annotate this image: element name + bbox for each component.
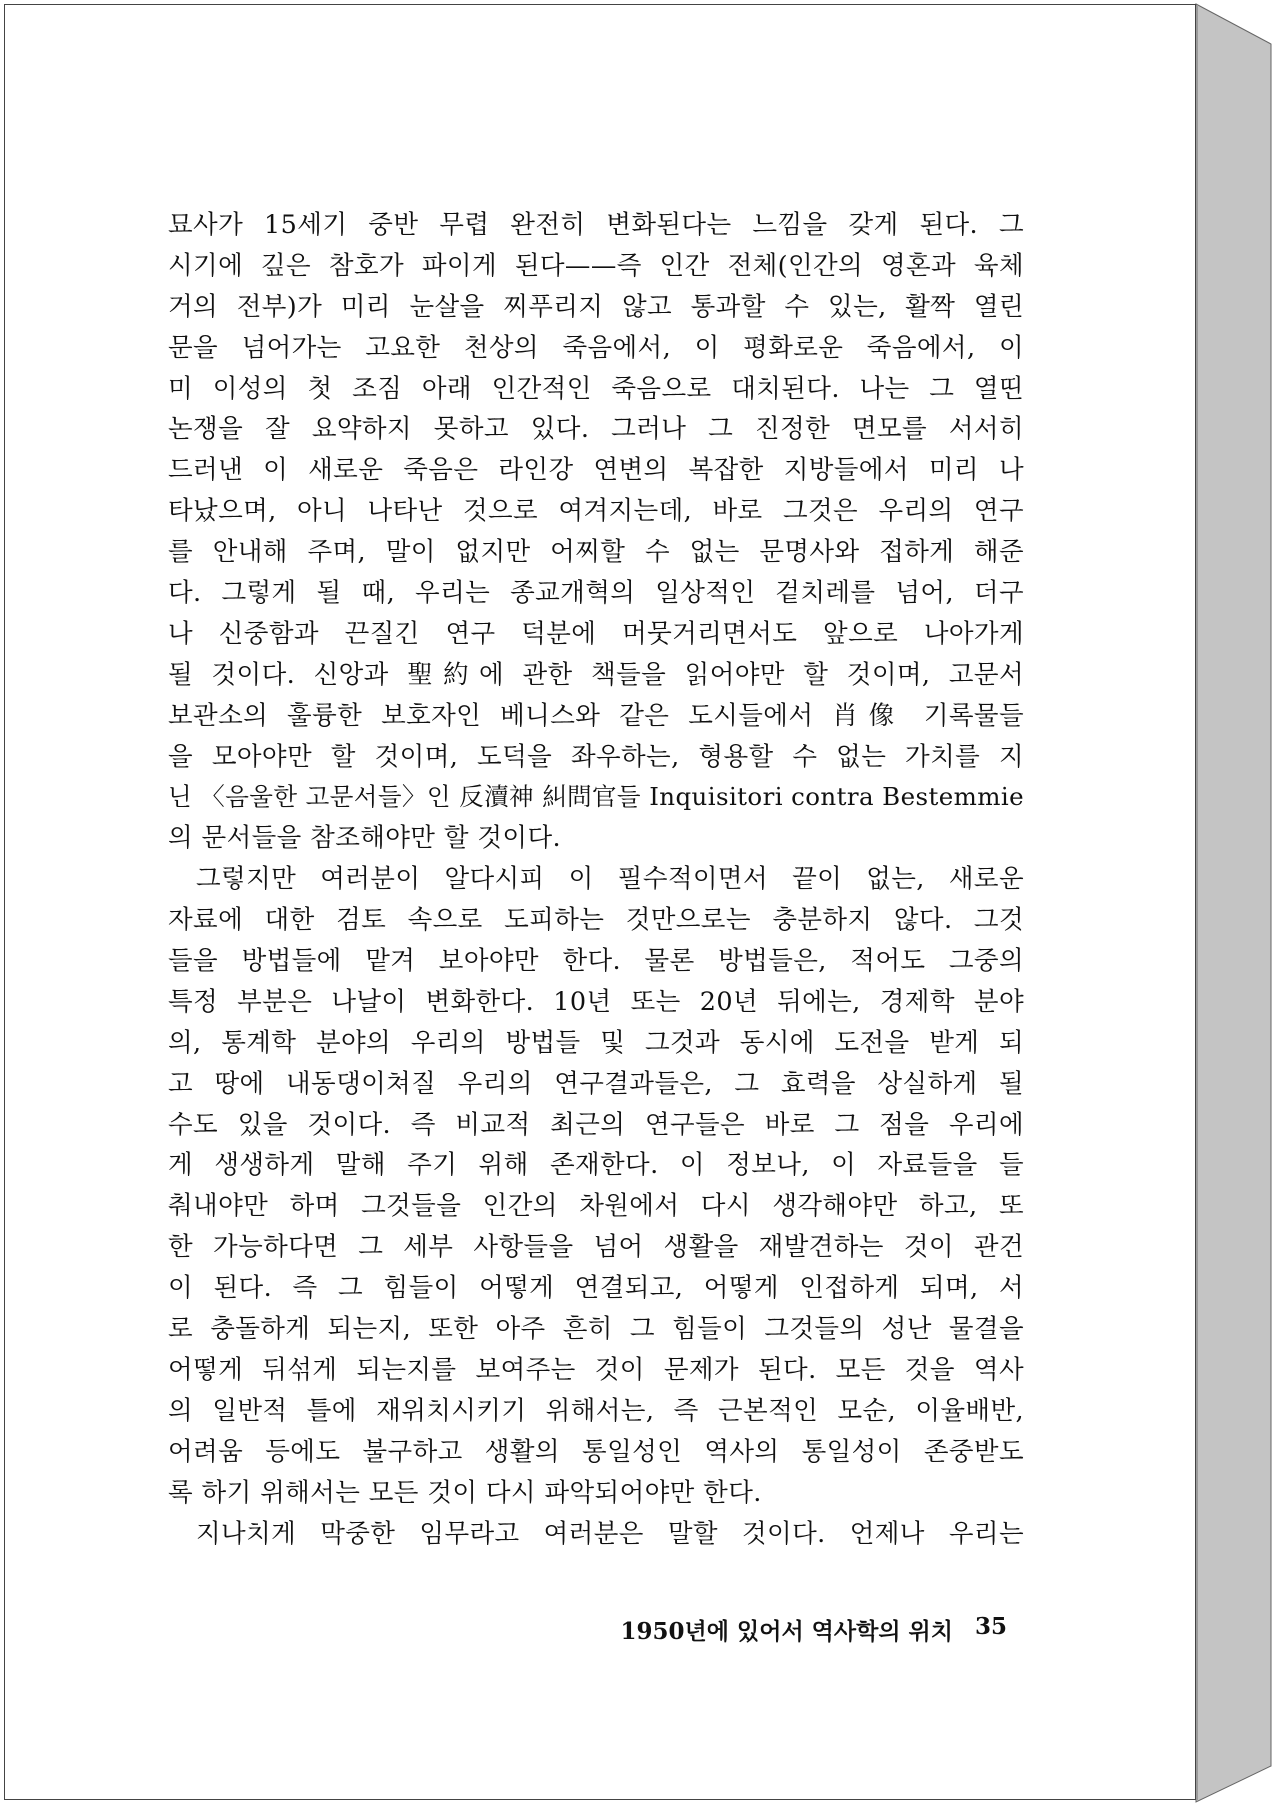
footer-title: 1950년에 있어서 역사학의 위치 <box>620 1618 953 1645</box>
text-line: 보관소의 훌륭한 보호자인 베니스와 같은 도시들에서 肖像 기록물들 <box>168 700 1024 731</box>
text-line: 어떻게 뒤섞게 되는지를 보여주는 것이 문제가 된다. 모든 것을 역사 <box>168 1354 1024 1385</box>
text-line: 묘사가 15세기 중반 무렵 완전히 변화된다는 느낌을 갖게 된다. 그 <box>168 210 1024 240</box>
text-line: 문을 넘어가는 고요한 천상의 죽음에서, 이 평화로운 죽음에서, 이 <box>168 332 1024 363</box>
text-line: 의 일반적 틀에 재위치시키기 위해서는, 즉 근본적인 모순, 이율배반, <box>168 1395 1024 1426</box>
text-line: 다. 그렇게 될 때, 우리는 종교개혁의 일상적인 겉치레를 넘어, 더구 <box>168 578 1024 609</box>
text-line: 닌 〈음울한 고문서들〉인 反瀆神 糾問官들 Inquisitori contra Bestemmie <box>168 782 1024 812</box>
text-line: 의 문서들을 참조해야만 할 것이다. <box>168 823 561 854</box>
text-line: 타났으며, 아니 나타난 것으로 여겨지는데, 바로 그것은 우리의 연구 <box>168 496 1024 527</box>
paragraph-start-line: 지나치게 막중한 임무라고 여러분은 말할 것이다. 언제나 우리는 <box>196 1518 1024 1549</box>
text-line: 고 땅에 내동댕이쳐질 우리의 연구결과들은, 그 효력을 상실하게 될 <box>168 1068 1024 1099</box>
text-line: 한 가능하다면 그 세부 사항들을 넘어 생활을 재발견하는 것이 관건 <box>168 1232 1024 1263</box>
text-line: 나 신중함과 끈질긴 연구 덕분에 머뭇거리면서도 앞으로 나아가게 <box>168 618 1024 649</box>
text-line: 미 이성의 첫 조짐 아래 인간적인 죽음으로 대치된다. 나는 그 열띤 <box>168 373 1024 404</box>
text-line: 춰내야만 하며 그것들을 인간의 차원에서 다시 생각해야만 하고, 또 <box>168 1191 1024 1222</box>
paragraph-start-line: 그렇지만 여러분이 알다시피 이 필수적이면서 끝이 없는, 새로운 <box>196 864 1024 895</box>
book-side-face <box>1196 4 1271 1802</box>
text-line: 들을 방법들에 맡겨 보아야만 한다. 물론 방법들은, 적어도 그중의 <box>168 946 1024 977</box>
text-line: 게 생생하게 말해 주기 위해 존재한다. 이 정보나, 이 자료들을 들 <box>168 1150 1024 1181</box>
text-line: 시기에 깊은 참호가 파이게 된다——즉 인간 전체(인간의 영혼과 육체 <box>168 250 1024 281</box>
text-line: 자료에 대한 검토 속으로 도피하는 것만으로는 충분하지 않다. 그것 <box>168 905 1024 936</box>
text-line: 로 충돌하게 되는지, 또한 아주 흔히 그 힘들이 그것들의 성난 물결을 <box>168 1314 1024 1345</box>
text-line: 이 된다. 즉 그 힘들이 어떻게 연결되고, 어떻게 인접하게 되며, 서 <box>168 1273 1024 1304</box>
body-text <box>168 205 1024 1554</box>
text-line: 을 모아야만 할 것이며, 도덕을 좌우하는, 형용할 수 없는 가치를 지 <box>168 741 1024 772</box>
book-page <box>4 4 1196 1800</box>
text-line: 논쟁을 잘 요약하지 못하고 있다. 그러나 그 진정한 면모를 서서히 <box>168 414 1024 445</box>
text-line: 특정 부분은 나날이 변화한다. 10년 또는 20년 뒤에는, 경제학 분야 <box>168 986 1024 1017</box>
text-line: 수도 있을 것이다. 즉 비교적 최근의 연구들은 바로 그 점을 우리에 <box>168 1109 1024 1140</box>
text-line: 어려움 등에도 불구하고 생활의 통일성인 역사의 통일성이 존중받도 <box>168 1436 1024 1467</box>
text-line: 의, 통계학 분야의 우리의 방법들 및 그것과 동시에 도전을 받게 되 <box>168 1027 1024 1058</box>
text-line: 를 안내해 주며, 말이 없지만 어찌할 수 없는 문명사와 접하게 해준 <box>168 537 1024 568</box>
text-line: 드러낸 이 새로운 죽음은 라인강 연변의 복잡한 지방들에서 미리 나 <box>168 455 1024 486</box>
page-number: 35 <box>974 1613 1007 1640</box>
running-footer <box>617 1613 1007 1646</box>
text-line: 거의 전부)가 미리 눈살을 찌푸리지 않고 통과할 수 있는, 활짝 열린 <box>168 291 1024 322</box>
text-line: 록 하기 위해서는 모든 것이 다시 파악되어야만 한다. <box>168 1477 762 1508</box>
text-line: 될 것이다. 신앙과 聖約에 관한 책들을 읽어야만 할 것이며, 고문서 <box>168 659 1024 690</box>
